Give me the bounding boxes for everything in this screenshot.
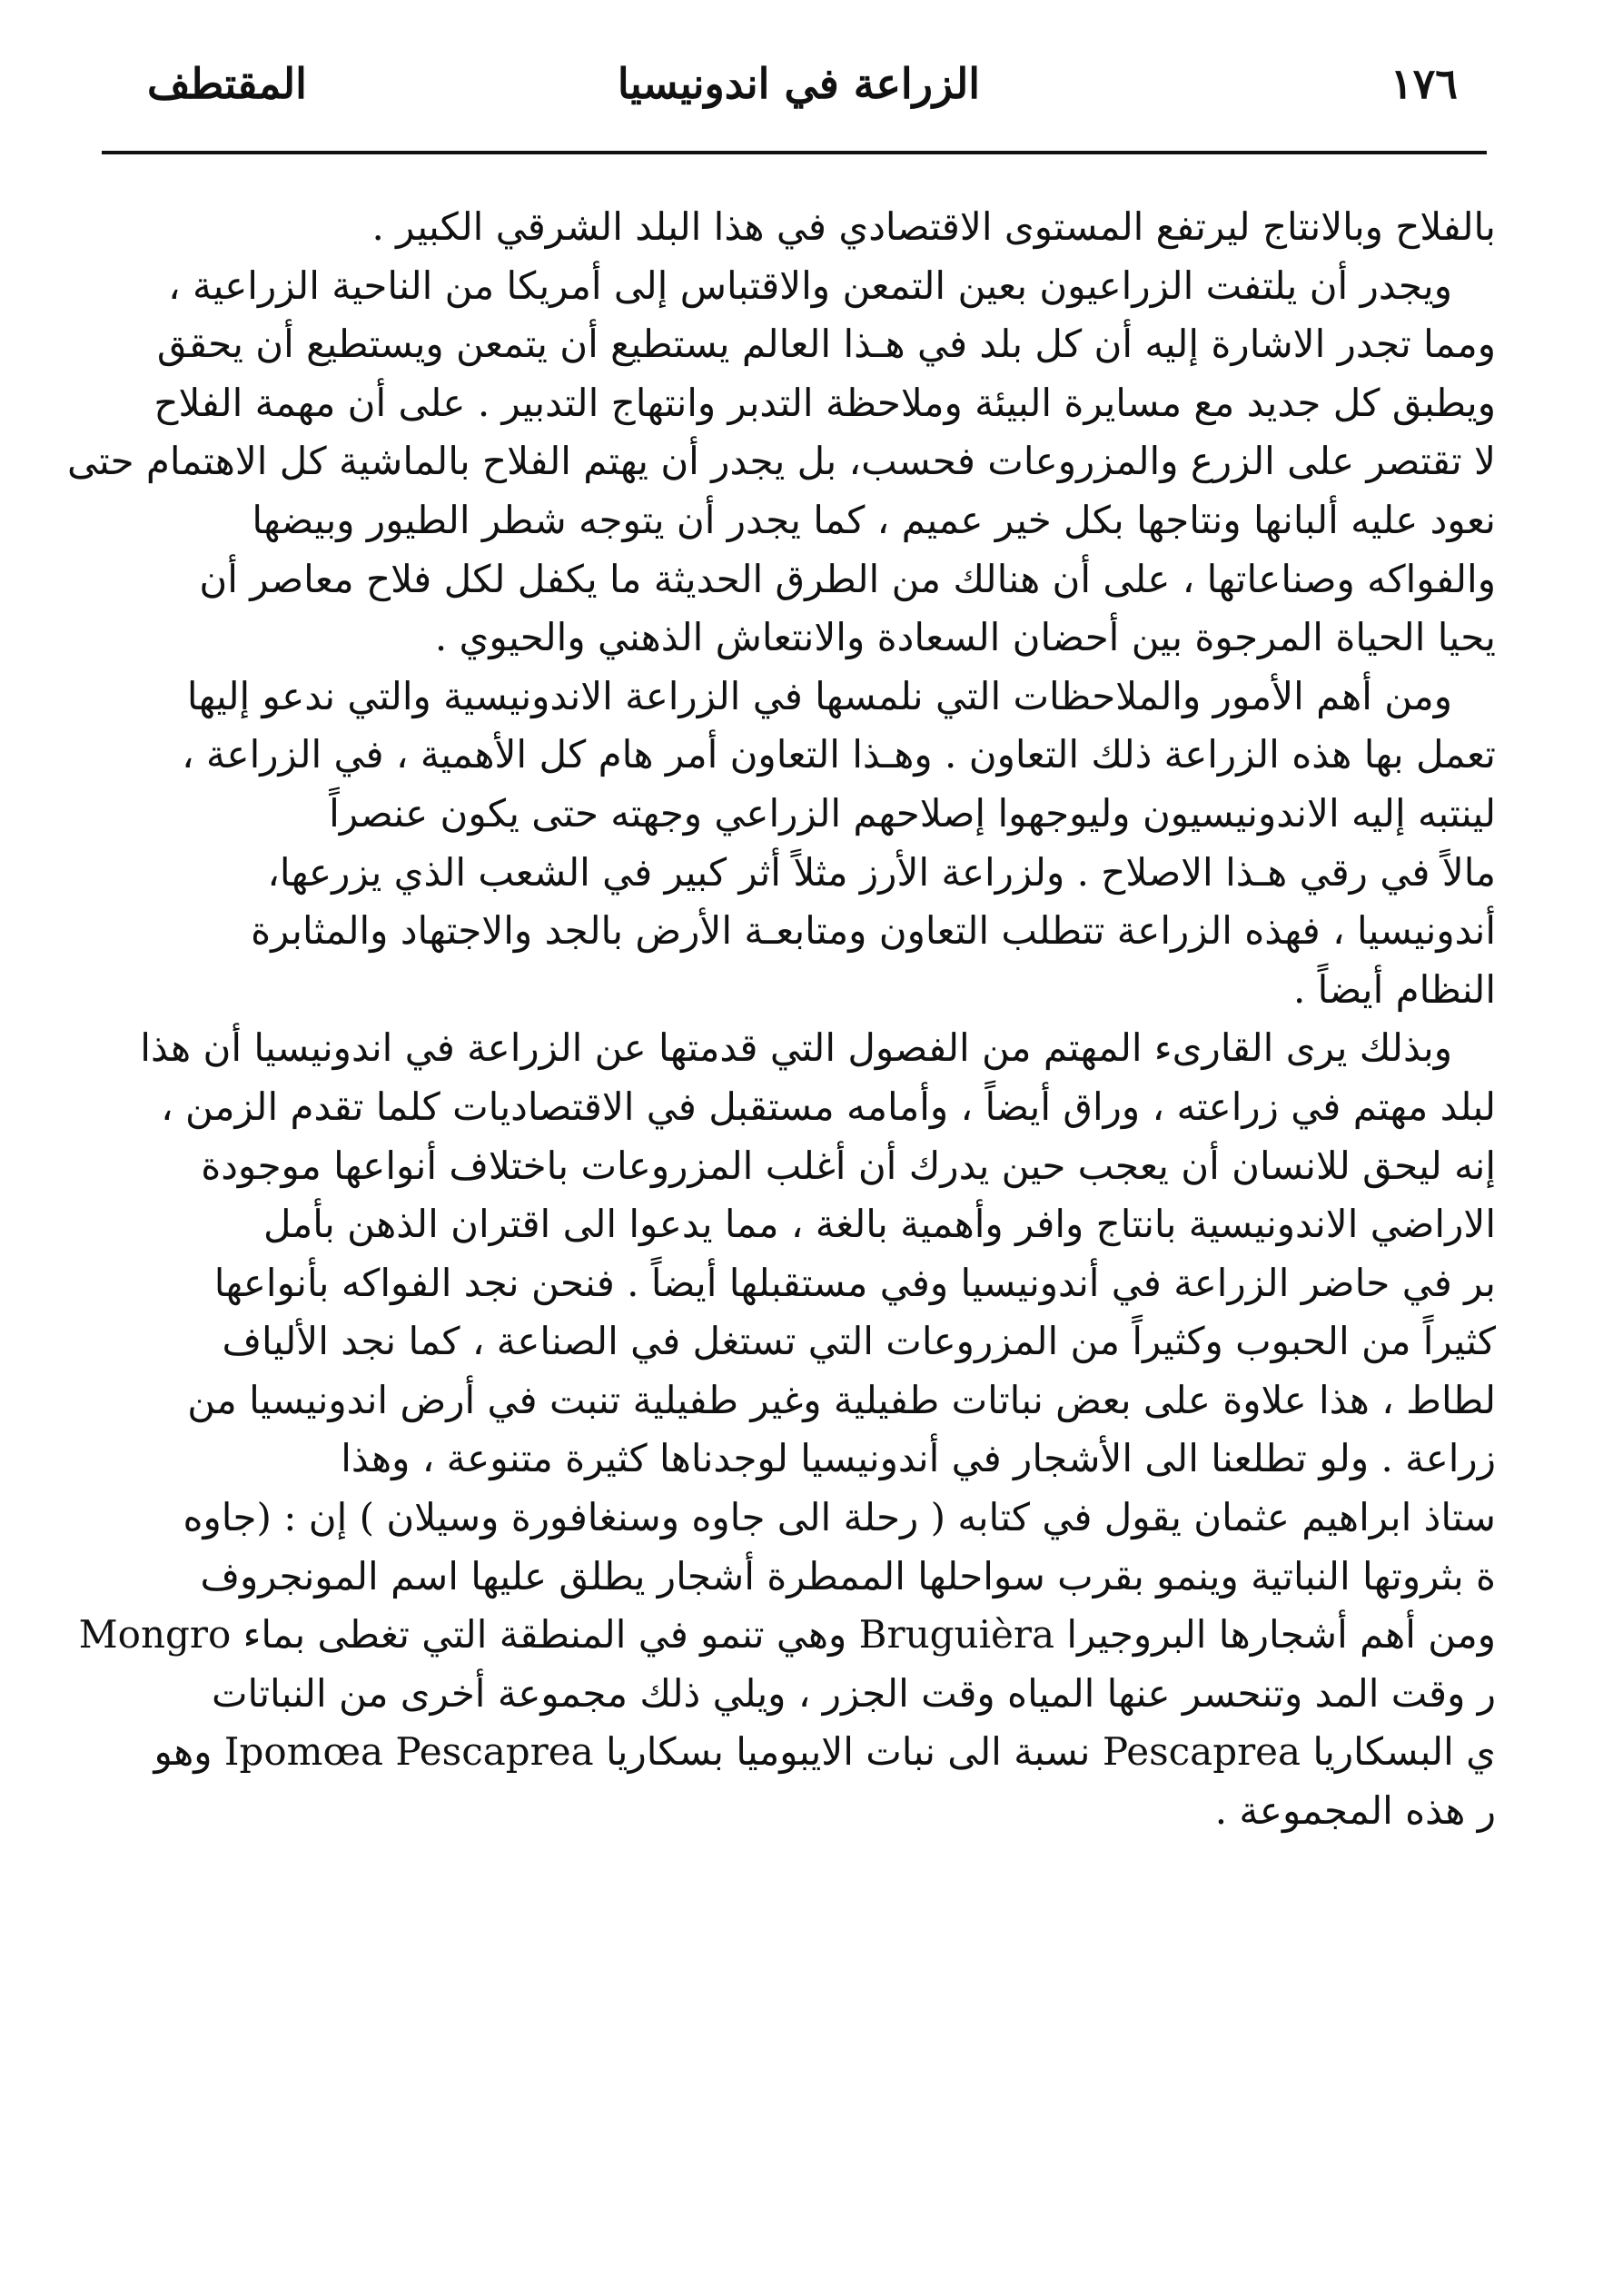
text-line: ويطبق كل جديد مع مسايرة البيئة وملاحظة التدبر وانتهاج التدبير . على أن مهمة الفلاح <box>153 380 1496 425</box>
text-line: ي البسكاريا Pescaprea نسبة الى نبات الايبوميا بسكاريا Ipomœa Pescaprea وهو <box>153 1729 1496 1775</box>
text-line: ومما تجدر الاشارة إليه أن كل بلد في هـذا العالم يستطيع أن يتمعن ويستطيع أن يحقق <box>156 322 1496 367</box>
text-line: نعود عليه ألبانها ونتاجها بكل خير عميم ، كما يجدر أن يتوجه شطر الطيور وبيضها <box>252 497 1496 542</box>
text-line: ويجدر أن يلتفت الزراعيون بعين التمعن والاقتباس إلى أمريكا من الناحية الزراعية ، <box>168 262 1452 308</box>
text-line: كثيراً من الحبوب وكثيراً من المزروعات التي تستغل في الصناعة ، كما نجد الألياف <box>222 1319 1496 1364</box>
text-line: ستاذ ابراهيم عثمان يقول في كتابه ( رحلة الى جاوه وسنغافورة وسيلان ) إن : (جاوه <box>183 1495 1496 1540</box>
text-line: لينتبه إليه الاندونيسيون وليوجهوا إصلاحهم الزراعي وجهته حتى يكون عنصراً <box>329 790 1496 836</box>
text-line: ة بثروتها النباتية وينمو بقرب سواحلها الممطرة أشجار يطلق عليها اسم المونجروف <box>200 1553 1496 1598</box>
page-number: ١٧٦ <box>1390 59 1458 108</box>
article-body <box>66 198 1496 1841</box>
text-line: ومن أهم الأمور والملاحظات التي نلمسها في الزراعة الاندونيسية والتي ندعو إليها <box>186 673 1452 718</box>
text-line: لطاط ، هذا علاوة على بعض نباتات طفيلية وغير طفيلية تنبت في أرض اندونيسيا من <box>187 1377 1496 1422</box>
text-line: إنه ليحق للانسان أن يعجب حين يدرك أن أغلب المزروعات باختلاف أنواعها موجودة <box>201 1143 1496 1188</box>
paragraph <box>66 257 1496 668</box>
paragraph <box>78 1019 1496 1840</box>
header-rule <box>102 151 1487 154</box>
text-line: تعمل بها هذه الزراعة ذلك التعاون . وهـذا التعاون أمر هام كل الأهمية ، في الزراعة ، <box>182 732 1496 777</box>
text-line: يحيا الحياة المرجوة بين أحضان السعادة والانتعاش الذهني والحيوي . <box>434 615 1496 660</box>
text-line: بالفلاح وبالانتاج ليرتفع المستوى الاقتصادي في هذا البلد الشرقي الكبير . <box>371 204 1496 249</box>
text-line: ومن أهم أشجارها البروجيرا Bruguièra وهي تنمو في المنطقة التي تغطى بماء Mongro <box>78 1612 1496 1658</box>
text-line: ر هذه المجموعة . <box>1214 1788 1496 1834</box>
running-title: الزراعة في اندونيسيا <box>617 59 981 108</box>
text-line: لبلد مهتم في زراعته ، وراق أيضاً ، وأمامه مستقبل في الاقتصاديات كلما تقدم الزمن ، <box>161 1084 1496 1129</box>
text-line: ر وقت المد وتنحسر عنها المياه وقت الجزر ، ويلي ذلك مجموعة أخرى من النباتات <box>211 1670 1496 1716</box>
text-line: زراعة . ولو تطلعنا الى الأشجار في أندونيسيا لوجدناها كثيرة متنوعة ، وهذا <box>341 1436 1496 1481</box>
page-header <box>102 53 1496 114</box>
text-line: لا تقتصر على الزرع والمزروعات فحسب، بل يجدر أن يهتم الفلاح بالماشية كل الاهتمام حتى <box>66 439 1496 484</box>
text-line: والفواكه وصناعاتها ، على أن هنالك من الطرق الحديثة ما يكفل لكل فلاح معاصر أن <box>199 556 1496 601</box>
text-line: أندونيسيا ، فهذه الزراعة تتطلب التعاون ومتابعـة الأرض بالجد والاجتهاد والمثابرة <box>251 908 1496 954</box>
journal-name: المقتطف <box>147 59 307 108</box>
paragraph <box>102 668 1496 1020</box>
paragraph <box>102 198 1496 257</box>
text-line: وبذلك يرى القارىء المهتم من الفصول التي قدمتها عن الزراعة في اندونيسيا أن هذا <box>140 1025 1452 1071</box>
text-line: الاراضي الاندونيسية بانتاج وافر وأهمية بالغة ، مما يدعوا الى اقتران الذهن بأمل <box>262 1202 1496 1247</box>
text-line: مالاً في رقي هـذا الاصلاح . ولزراعة الأرز مثلاً أثر كبير في الشعب الذي يزرعها، <box>267 849 1496 895</box>
text-line: النظام أيضاً . <box>1292 966 1496 1012</box>
text-line: بر في حاضر الزراعة في أندونيسيا وفي مستقبلها أيضاً . فنحن نجد الفواكه بأنواعها <box>213 1260 1496 1305</box>
